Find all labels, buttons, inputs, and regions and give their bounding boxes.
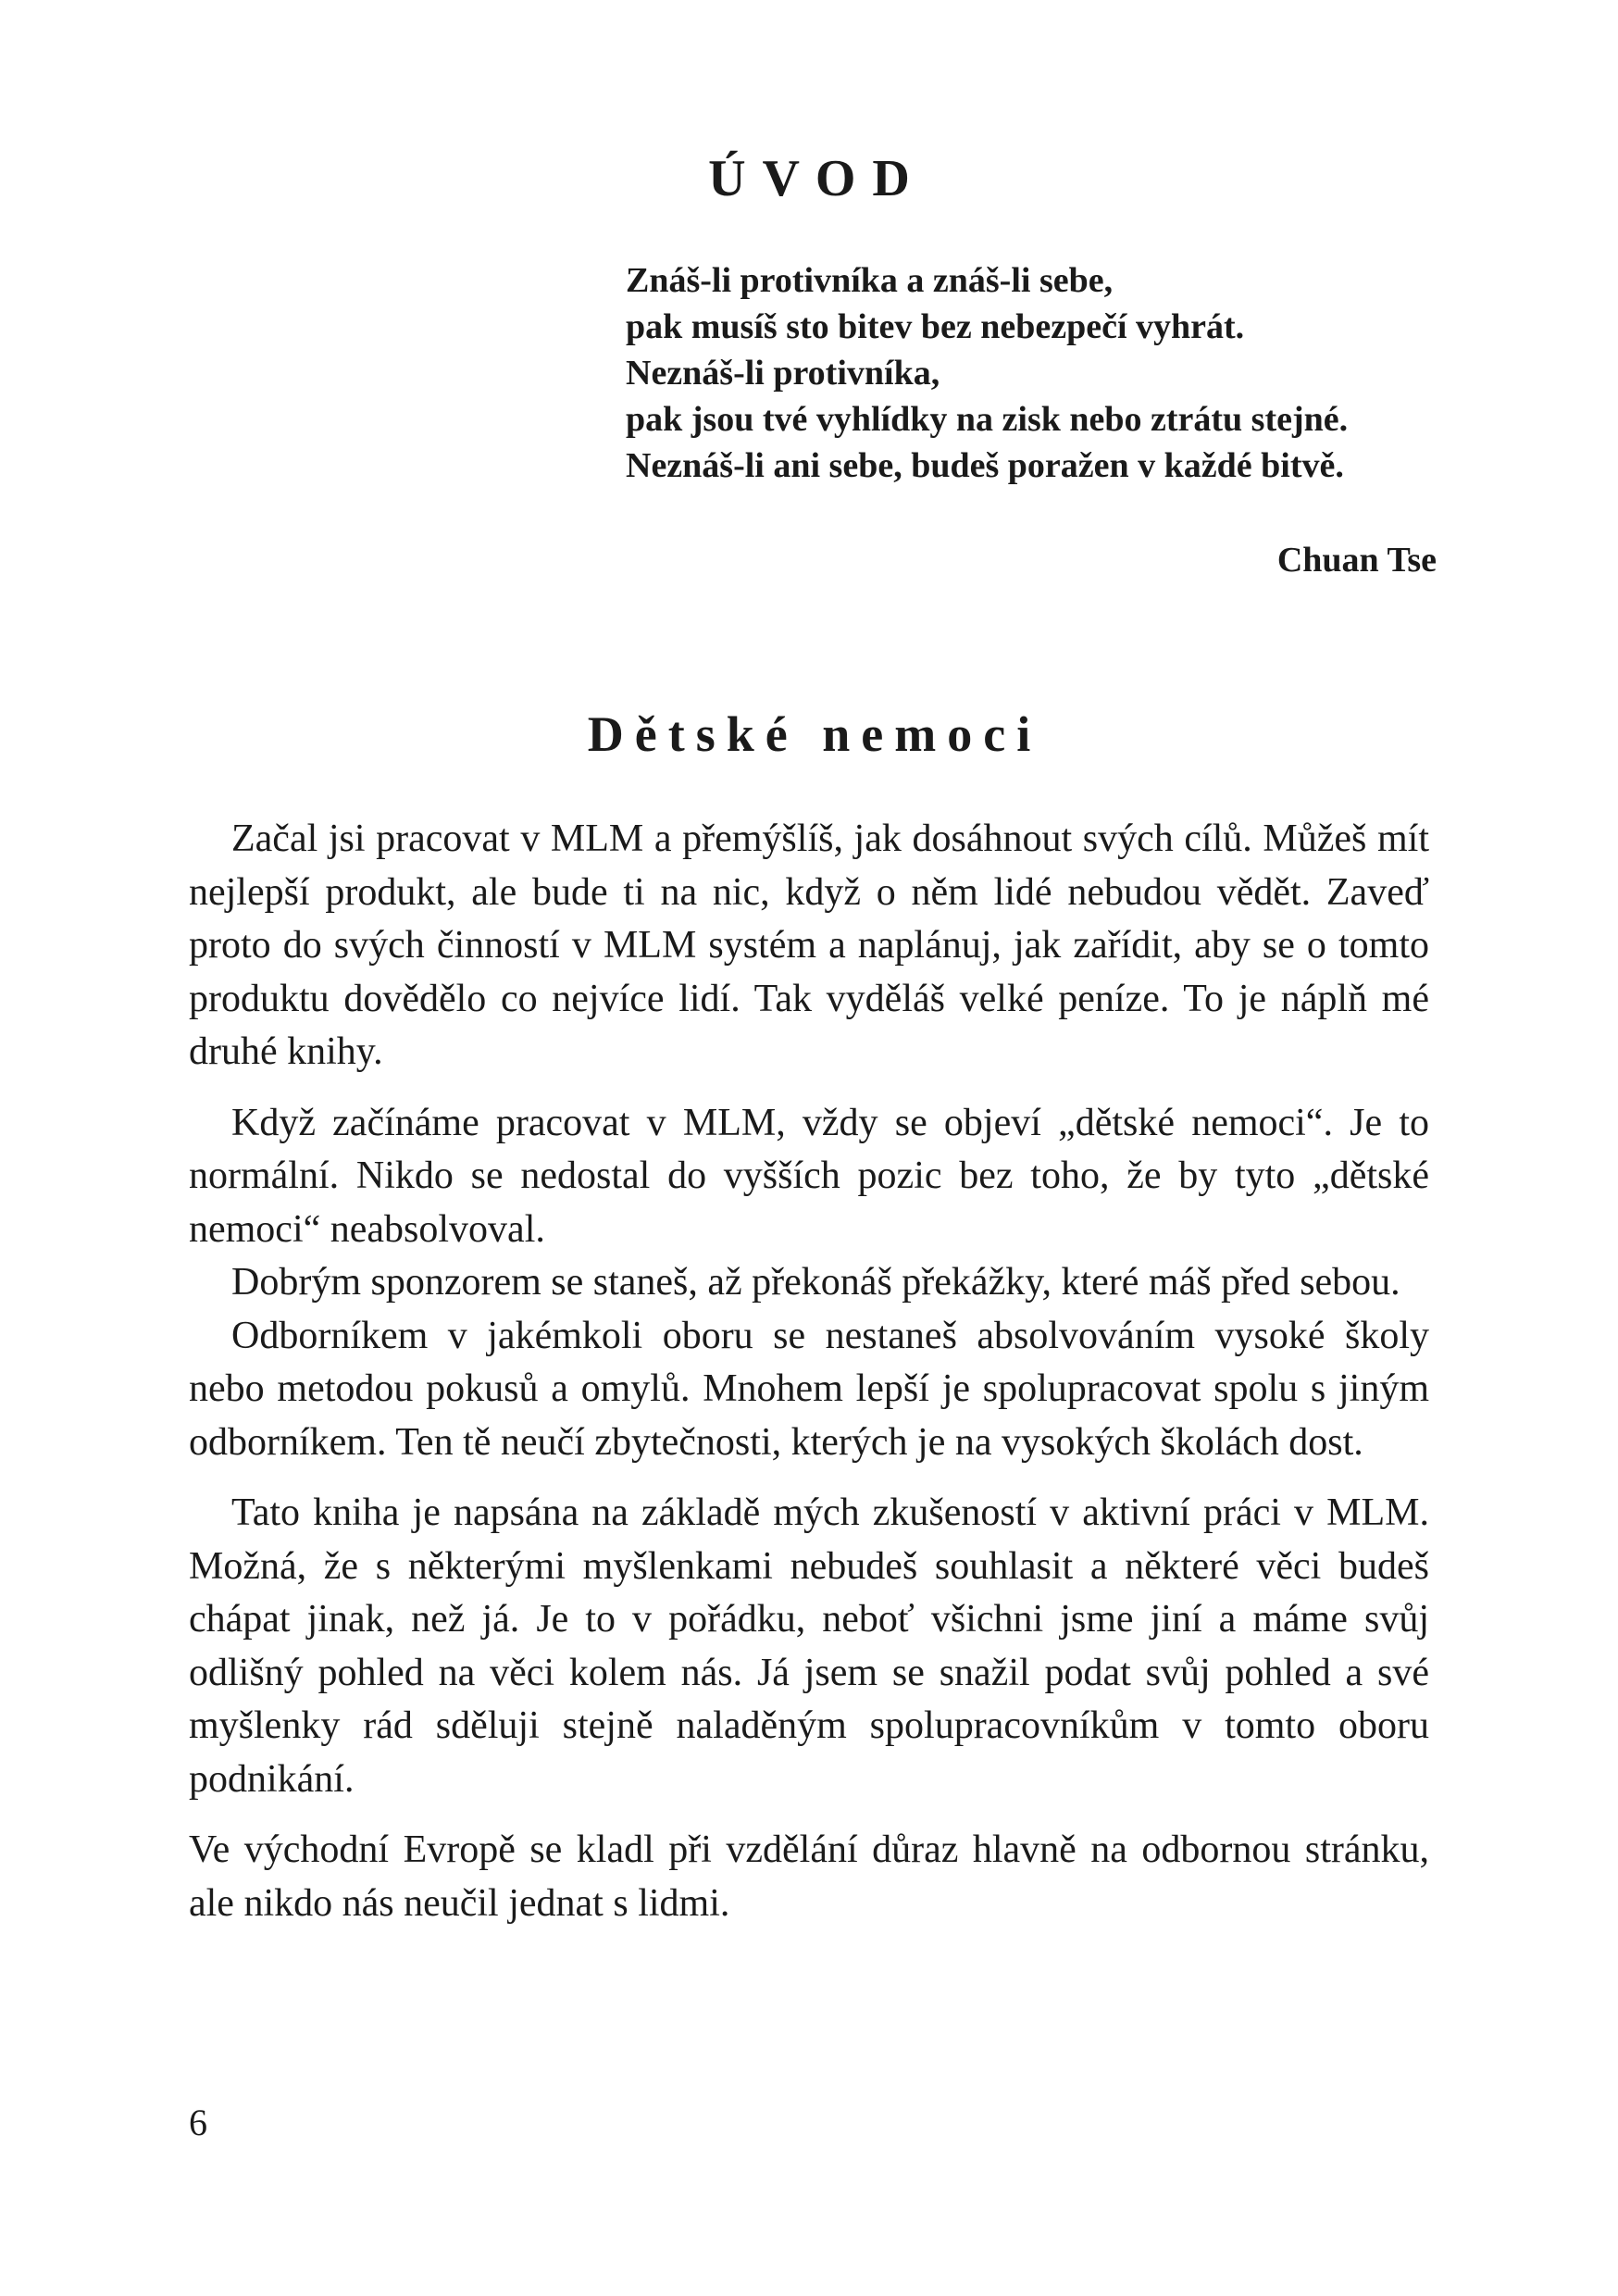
paragraph: Dobrým sponzorem se staneš, až překonáš překážky, které máš před sebou. [231, 1261, 1400, 1304]
motto-quote [626, 257, 1440, 489]
section-title: Dětské nemoci [587, 706, 1042, 762]
motto-line: Znáš-li protivníka a znáš-li sebe, [626, 261, 1114, 300]
paragraph: Začal jsi pracovat v MLM a přemýšlíš, jak dosáhnout svých cílů. Můžeš mít nejlepší produkt, ale bude ti na nic, když o něm lidé nebudou vědět. Zaveď proto do svých činností v MLM systém a naplánuj, jak zařídit, aby se o tomto produktu dovědělo co nejvíce lidí. Tak vyděláš velké peníze. To je náplň mé druhé knihy. [189, 817, 1429, 1073]
body-text [189, 813, 1429, 1930]
motto-line: Neznáš-li protivníka, [626, 354, 940, 393]
chapter-title: ÚVOD [708, 150, 927, 207]
motto-author: Chuan Tse [1276, 541, 1437, 580]
page-number: 6 [189, 2102, 207, 2143]
motto-line: pak jsou tvé vyhlídky na zisk nebo ztrátu stejné. [626, 400, 1349, 439]
paragraph: Tato kniha je napsána na základě mých zkušeností v aktivní práci v MLM. Možná, že s některými myšlenkami nebudeš souhlasit a některé věci budeš chápat jinak, než já. Je to v pořádku, neboť všichni jsme jiní a máme svůj odlišný pohled na věci kolem nás. Já jsem se snažil podat svůj pohled a své myšlenky rád sděluji stejně naladěným spolupracovníkům v tomto oboru podnikání. [189, 1491, 1429, 1801]
motto-line: pak musíš sto bitev bez nebezpečí vyhrát. [626, 307, 1245, 346]
paragraph: Odborníkem v jakémkoli oboru se nestaneš absolvováním vysoké školy nebo metodou pokusů a omylů. Mnohem lepší je spolupracovat spolu s jiným odborníkem. Ten tě neučí zbytečnosti, kterých je na vysokých školách dost. [189, 1314, 1429, 1464]
paragraph: Ve východní Evropě se kladl při vzdělání důraz hlavně na odbornou stránku, ale nikdo nás neučil jednat s lidmi. [189, 1828, 1429, 1925]
paragraph: Když začínáme pracovat v MLM, vždy se objeví „dětské nemoci“. Je to normální. Nikdo se nedostal do vyšších pozic bez toho, že by tyto „dětské nemoci“ neabsolvoval. [189, 1101, 1429, 1251]
motto-line: Neznáš-li ani sebe, budeš poražen v každé bitvě. [626, 446, 1344, 485]
